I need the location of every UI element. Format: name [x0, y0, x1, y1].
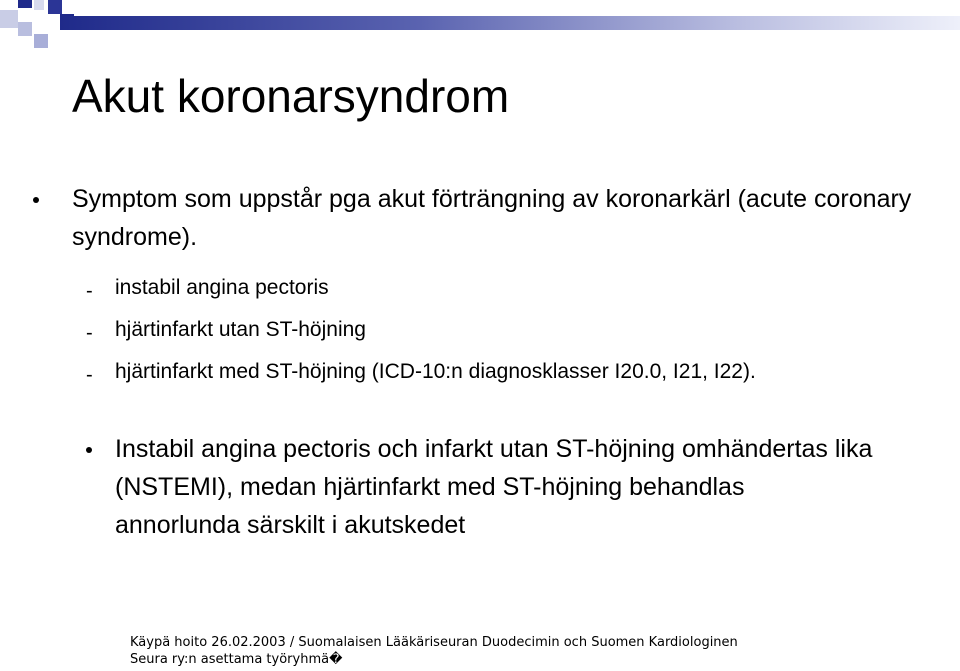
dash-marker: - — [86, 280, 93, 302]
decor-square — [34, 0, 44, 10]
bullet-dot-icon — [33, 197, 39, 203]
bullet-dot-icon — [86, 447, 92, 453]
sub-bullet-text: hjärtinfarkt utan ST-höjning — [115, 318, 366, 341]
title-gradient-bar — [60, 16, 960, 30]
slide-footer — [130, 634, 850, 668]
corner-decoration — [0, 0, 80, 60]
decor-square — [18, 0, 32, 8]
slide-title: Akut koronarsyndrom — [72, 70, 510, 122]
bullet-text: Instabil angina pectoris och infarkt utan ST-höjning omhändertas lika (NSTEMI), medan hjärtinfarkt med ST-höjning behandlas annorlunda särskilt i akutskedet — [115, 435, 873, 539]
dash-marker: - — [86, 322, 93, 344]
dash-marker: - — [86, 364, 93, 386]
bullet-item — [72, 180, 932, 256]
sub-bullet-item — [115, 312, 366, 348]
footer-line: Käypä hoito 26.02.2003 / Suomalaisen Lääkäriseuran Duodecimin och Suomen Kardiologinen — [130, 635, 738, 650]
sub-bullet-item — [115, 354, 895, 390]
footer-line: Seura ry:n asettama työryhmä� — [130, 652, 343, 667]
sub-bullet-text: instabil angina pectoris — [115, 276, 329, 299]
sub-bullet-text: hjärtinfarkt med ST-höjning (ICD-10:n diagnosklasser I20.0, I21, I22). — [115, 360, 756, 383]
bullet-text: Symptom som uppstår pga akut förträngning av koronarkärl (acute coronary syndrome). — [72, 185, 912, 251]
sub-bullet-item — [115, 270, 329, 306]
decor-square — [34, 34, 48, 48]
decor-square — [0, 10, 18, 28]
decor-square — [48, 0, 62, 14]
decor-square — [18, 22, 32, 36]
bullet-item — [115, 430, 875, 544]
